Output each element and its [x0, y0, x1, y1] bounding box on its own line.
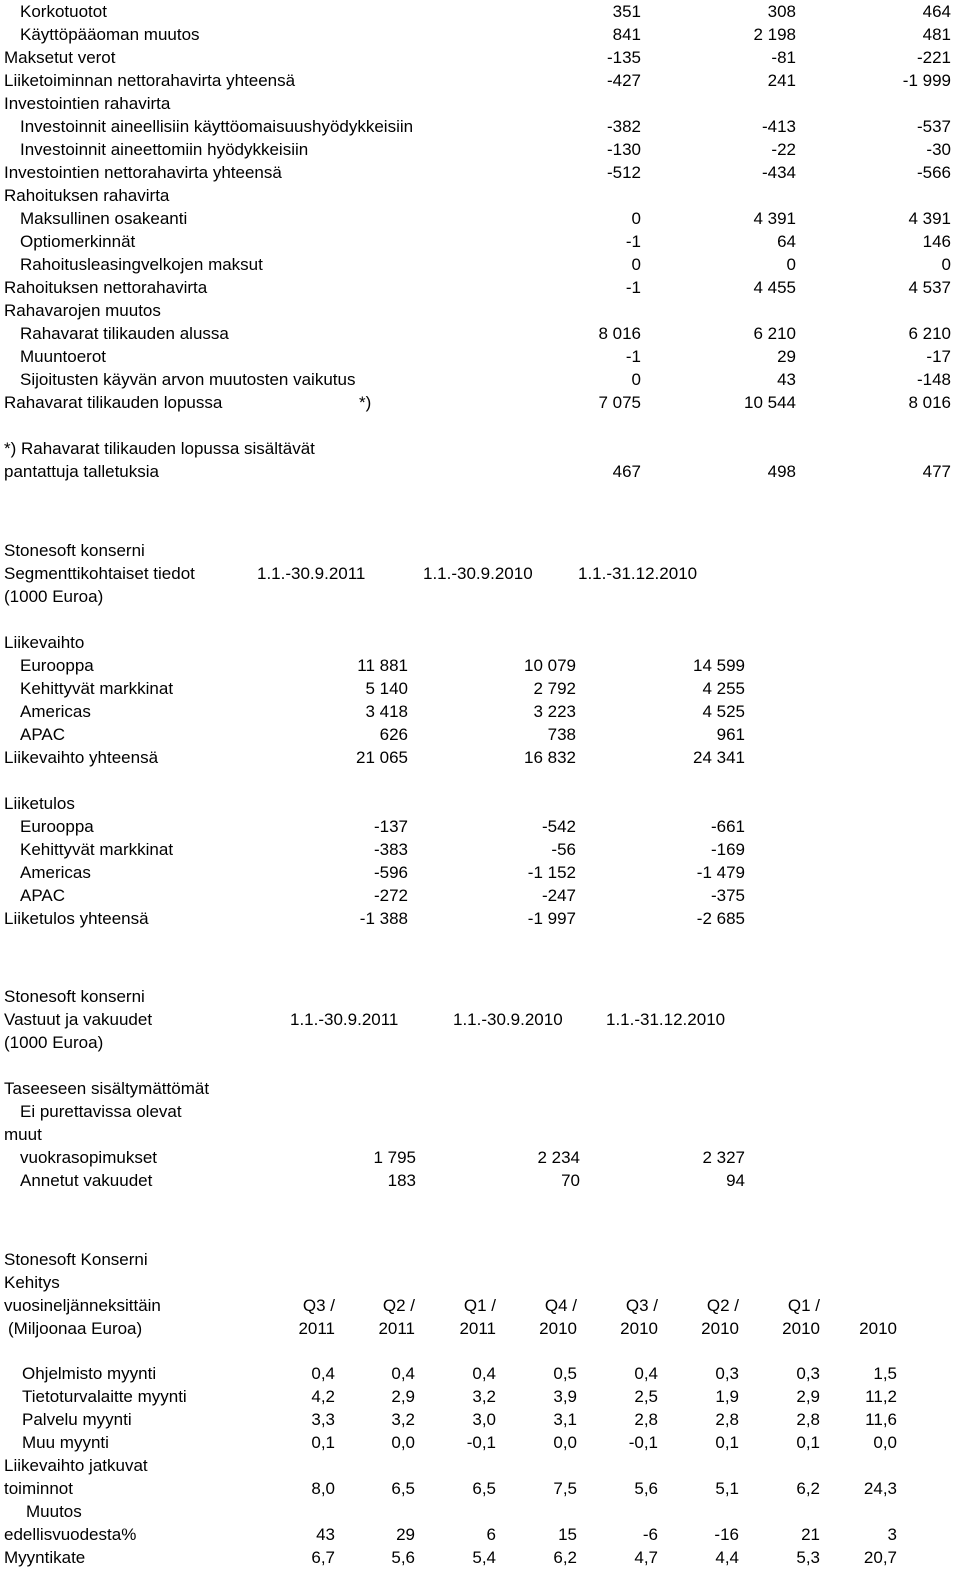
row-value: 14 599 [693, 656, 745, 675]
row-label: Rahavarat tilikauden alussa [20, 324, 229, 343]
footnote-text: *) Rahavarat tilikauden lopussa sisältävät [4, 439, 315, 458]
offbs-header [0, 1077, 960, 1100]
row-label: Liiketulos yhteensä [4, 909, 149, 928]
cashflow-row [0, 161, 960, 184]
row-value: -0,1 [466, 1433, 496, 1452]
row-value: 464 [922, 2, 951, 21]
row-value: 841 [612, 25, 641, 44]
revenue-row [0, 654, 960, 677]
cashflow-row [0, 207, 960, 230]
unit-label: (1000 Euroa) [4, 587, 104, 606]
row-label: Palvelu myynti [22, 1410, 132, 1429]
row-label: Tietoturvalaitte myynti [22, 1387, 187, 1406]
row-label: edellisvuodesta% [4, 1525, 137, 1544]
row-value: -382 [606, 117, 641, 136]
row-value: -1 152 [527, 863, 576, 882]
row-value: 4,2 [311, 1387, 335, 1406]
quarterly-row [0, 1362, 960, 1385]
unit-row [0, 585, 960, 608]
row-value: 0 [631, 255, 641, 274]
row-value: -1 [625, 347, 641, 366]
row-label: Kehittyvät markkinat [20, 840, 174, 859]
row-label: toiminnot [4, 1479, 73, 1498]
row-value: 11 881 [357, 656, 408, 675]
row-label: Muu myynti [22, 1433, 109, 1452]
section-company: Stonesoft konserni [4, 987, 145, 1006]
row-value: 21 [801, 1525, 820, 1544]
row-value: 2 198 [753, 25, 796, 44]
row-label: Rahoituksen rahavirta [4, 186, 170, 205]
row-value: -2 685 [696, 909, 745, 928]
row-value: 0,4 [391, 1364, 415, 1383]
row-label: Sijoitusten käyvän arvon muutosten vaikutus [20, 370, 356, 389]
revenue-row [0, 746, 960, 769]
row-label: muut [4, 1125, 42, 1144]
row-value: 308 [767, 2, 796, 21]
row-value: 2 327 [702, 1148, 745, 1167]
row-value: 11,6 [865, 1410, 897, 1429]
quarter-year-row [0, 1317, 960, 1340]
group-header: Taseeseen sisältymättömät [4, 1079, 210, 1098]
cashflow-row [0, 253, 960, 276]
row-value: 351 [612, 2, 641, 21]
row-value: -130 [606, 140, 641, 159]
row-value: 4 391 [753, 209, 796, 228]
row-value: 498 [767, 462, 796, 481]
cashflow-row [0, 391, 960, 414]
row-value: 8 016 [908, 393, 951, 412]
row-label: Annetut vakuudet [20, 1171, 153, 1190]
result-row [0, 838, 960, 861]
row-value: -1 999 [902, 71, 951, 90]
period-header: 1.1.-30.9.2011 [290, 1010, 399, 1029]
cashflow-row [0, 345, 960, 368]
row-label: Eurooppa [20, 817, 94, 836]
row-value: -1 [625, 232, 641, 251]
row-value: 146 [922, 232, 951, 251]
row-value: 6,5 [472, 1479, 496, 1498]
row-value: -1 [625, 278, 641, 297]
row-value: 241 [767, 71, 796, 90]
row-value: 4 525 [702, 702, 745, 721]
row-value: 2,9 [391, 1387, 415, 1406]
cashflow-row [0, 92, 960, 115]
row-value: 29 [396, 1525, 415, 1544]
row-value: 6,5 [391, 1479, 415, 1498]
cashflow-row [0, 276, 960, 299]
guarantees-row [0, 1169, 960, 1192]
row-value: 0 [631, 370, 641, 389]
row-value: 3,9 [553, 1387, 577, 1406]
row-value: 6 210 [908, 324, 951, 343]
row-value: -1 997 [527, 909, 576, 928]
row-value: 1 795 [373, 1148, 416, 1167]
row-value: 4 391 [908, 209, 951, 228]
company-heading [0, 539, 960, 562]
year-header: 2011 [298, 1319, 335, 1338]
row-value: 2 234 [537, 1148, 580, 1167]
row-value: 0,4 [634, 1364, 658, 1383]
rental-label-line [0, 1123, 960, 1146]
revenue-row [0, 700, 960, 723]
row-label: Rahoituksen nettorahavirta [4, 278, 208, 297]
row-label: pantattuja talletuksia [4, 462, 159, 481]
row-value: 3,0 [472, 1410, 496, 1429]
row-label: Investoinnit aineettomiin hyödykkeisiin [20, 140, 309, 159]
row-value: -135 [606, 48, 641, 67]
row-value: 0,1 [796, 1433, 820, 1452]
row-value: 15 [558, 1525, 577, 1544]
row-label: Muuntoerot [20, 347, 106, 366]
row-value: 738 [547, 725, 576, 744]
row-value: 0,1 [715, 1433, 739, 1452]
row-value: 0,3 [715, 1364, 739, 1383]
row-value: 11,2 [865, 1387, 897, 1406]
row-value: 1,5 [873, 1364, 897, 1383]
row-value: 20,7 [863, 1548, 897, 1567]
row-value: 3,2 [391, 1410, 415, 1429]
row-value: 5,6 [391, 1548, 415, 1567]
continuing-row [0, 1477, 960, 1500]
row-value: 2,9 [796, 1387, 820, 1406]
row-value: 6 [486, 1525, 496, 1544]
row-value: -30 [926, 140, 951, 159]
rental-label-line [0, 1100, 960, 1123]
row-value: -169 [710, 840, 745, 859]
section-title: vuosineljänneksittäin [4, 1296, 161, 1315]
row-label: Kehittyvät markkinat [20, 679, 174, 698]
row-value: -17 [926, 347, 951, 366]
section-title: Kehitys [4, 1273, 60, 1292]
row-label: Americas [20, 863, 91, 882]
row-value: 1,9 [715, 1387, 739, 1406]
section-title: Segmenttikohtaiset tiedot [4, 564, 195, 583]
period-header: 1.1.-30.9.2010 [453, 1010, 563, 1029]
row-label: Eurooppa [20, 656, 94, 675]
row-value: 0,5 [553, 1364, 577, 1383]
gross-margin-row [0, 1546, 960, 1569]
row-value: 10 079 [524, 656, 576, 675]
row-value: -247 [541, 886, 576, 905]
period-header: 1.1.-30.9.2010 [423, 564, 533, 583]
row-value: 43 [777, 370, 796, 389]
row-label: Investointien nettorahavirta yhteensä [4, 163, 282, 182]
row-value: 24 341 [693, 748, 745, 767]
row-value: 3 [887, 1525, 897, 1544]
row-value: 5,3 [796, 1548, 820, 1567]
company-heading [0, 985, 960, 1008]
year-header: 2011 [378, 1319, 415, 1338]
year-header: 2010 [539, 1319, 577, 1338]
year-header: 2011 [459, 1319, 496, 1338]
quarter-header: Q4 / [544, 1296, 577, 1315]
row-value: 4 537 [908, 278, 951, 297]
row-label: Liikevaihto jatkuvat [4, 1456, 148, 1475]
row-value: 467 [612, 462, 641, 481]
row-label: Maksetut verot [4, 48, 116, 67]
row-label: Liikevaihto yhteensä [4, 748, 159, 767]
row-value: 4,4 [715, 1548, 739, 1567]
row-value: 29 [777, 347, 796, 366]
row-label: Rahavarat tilikauden lopussa [4, 393, 223, 412]
row-value: 477 [922, 462, 951, 481]
row-value: -137 [373, 817, 408, 836]
year-header: 2010 [859, 1319, 897, 1338]
quarter-header: Q2 / [382, 1296, 415, 1315]
row-value: 6,2 [796, 1479, 820, 1498]
row-value: 0,0 [391, 1433, 415, 1452]
revenue-row [0, 723, 960, 746]
row-value: 0,4 [472, 1364, 496, 1383]
quarter-header-row [0, 1294, 960, 1317]
row-value: 94 [726, 1171, 745, 1190]
row-value: 2,8 [715, 1410, 739, 1429]
pledged-deposits-row [0, 460, 960, 483]
row-value: 21 065 [356, 748, 408, 767]
year-header: 2010 [701, 1319, 739, 1338]
change-row [0, 1523, 960, 1546]
row-value: 2,5 [634, 1387, 658, 1406]
row-label: Liiketoiminnan nettorahavirta yhteensä [4, 71, 296, 90]
row-value: 626 [379, 725, 408, 744]
row-value: 8 016 [598, 324, 641, 343]
row-value: 16 832 [524, 748, 576, 767]
row-value: 6 210 [753, 324, 796, 343]
row-value: -1 388 [359, 909, 408, 928]
row-value: -661 [710, 817, 745, 836]
row-value: 3,2 [472, 1387, 496, 1406]
cashflow-row [0, 322, 960, 345]
quarter-header: Q2 / [706, 1296, 739, 1315]
row-value: -434 [761, 163, 796, 182]
quarterly-row [0, 1408, 960, 1431]
row-label: Maksullinen osakeanti [20, 209, 188, 228]
cashflow-row [0, 138, 960, 161]
row-value: 24,3 [863, 1479, 897, 1498]
row-value: 5 140 [365, 679, 408, 698]
row-value: 5,4 [472, 1548, 496, 1567]
row-value: 4,7 [634, 1548, 658, 1567]
revenue-header [0, 631, 960, 654]
footnote-line [0, 437, 960, 460]
row-label: Muutos [26, 1502, 82, 1521]
row-value: 0,0 [873, 1433, 897, 1452]
cashflow-row [0, 69, 960, 92]
row-value: 6,2 [553, 1548, 577, 1567]
year-header: 2010 [620, 1319, 658, 1338]
row-value: -537 [916, 117, 951, 136]
row-value: -596 [373, 863, 408, 882]
quarter-header: Q1 / [787, 1296, 820, 1315]
row-label: Myyntikate [4, 1548, 86, 1567]
section-company: Stonesoft Konserni [4, 1250, 148, 1269]
row-value: -81 [771, 48, 796, 67]
row-value: 3,3 [311, 1410, 335, 1429]
cashflow-row [0, 46, 960, 69]
row-value: 0,0 [553, 1433, 577, 1452]
cashflow-row [0, 230, 960, 253]
row-label: Investointien rahavirta [4, 94, 171, 113]
quarterly-title-line [0, 1271, 960, 1294]
cashflow-row [0, 23, 960, 46]
cashflow-row [0, 184, 960, 207]
result-row [0, 815, 960, 838]
row-value: 3 418 [365, 702, 408, 721]
quarter-header: Q1 / [463, 1296, 496, 1315]
commitments-header-row [0, 1008, 960, 1031]
result-row [0, 861, 960, 884]
row-value: 2 792 [533, 679, 576, 698]
unit-row [0, 1031, 960, 1054]
row-value: -512 [606, 163, 641, 182]
row-value: -221 [916, 48, 951, 67]
period-header: 1.1.-30.9.2011 [257, 564, 366, 583]
cashflow-row [0, 115, 960, 138]
row-value: 5,6 [634, 1479, 658, 1498]
row-value: 3 223 [533, 702, 576, 721]
continuing-label-line [0, 1454, 960, 1477]
section-company: Stonesoft konserni [4, 541, 145, 560]
row-label: Americas [20, 702, 91, 721]
row-value: 0,1 [311, 1433, 335, 1452]
row-value: 0 [786, 255, 796, 274]
section-title: Vastuut ja vakuudet [4, 1010, 153, 1029]
footnote-mark: *) [359, 393, 372, 412]
quarter-header: Q3 / [625, 1296, 658, 1315]
row-value: -413 [761, 117, 796, 136]
row-value: 4 255 [702, 679, 745, 698]
row-value: -6 [642, 1525, 658, 1544]
row-label: APAC [20, 886, 66, 905]
group-header: Liikevaihto [4, 633, 85, 652]
row-value: 6,7 [311, 1548, 335, 1567]
row-value: -375 [710, 886, 745, 905]
row-label: vuokrasopimukset [20, 1148, 158, 1167]
quarter-header: Q3 / [302, 1296, 335, 1315]
change-label-line [0, 1500, 960, 1523]
row-label: Ei purettavissa olevat [20, 1102, 182, 1121]
row-value: 0,3 [796, 1364, 820, 1383]
row-value: 0 [941, 255, 951, 274]
row-value: 64 [777, 232, 796, 251]
row-value: 43 [316, 1525, 335, 1544]
row-value: -56 [551, 840, 576, 859]
row-value: -22 [771, 140, 796, 159]
row-value: 8,0 [311, 1479, 335, 1498]
row-value: 0,4 [311, 1364, 335, 1383]
row-value: -566 [916, 163, 951, 182]
company-heading [0, 1248, 960, 1271]
row-label: Rahavarojen muutos [4, 301, 161, 320]
row-label: APAC [20, 725, 66, 744]
row-value: -542 [541, 817, 576, 836]
row-value: 0 [631, 209, 641, 228]
row-value: 5,1 [715, 1479, 739, 1498]
row-label: Rahoitusleasingvelkojen maksut [20, 255, 263, 274]
row-value: 4 455 [753, 278, 796, 297]
revenue-row [0, 677, 960, 700]
cashflow-row [0, 368, 960, 391]
row-value: -272 [373, 886, 408, 905]
row-value: -148 [916, 370, 951, 389]
cashflow-row [0, 0, 960, 23]
quarterly-row [0, 1431, 960, 1454]
row-value: 7,5 [553, 1479, 577, 1498]
result-row [0, 884, 960, 907]
row-value: -427 [606, 71, 641, 90]
year-header: 2010 [782, 1319, 820, 1338]
row-value: 70 [561, 1171, 580, 1190]
row-label: Ohjelmisto myynti [22, 1364, 157, 1383]
row-label: Investoinnit aineellisiin käyttöomaisuushyödykkeisiin [20, 117, 414, 136]
rental-row [0, 1146, 960, 1169]
row-value: 2,8 [796, 1410, 820, 1429]
result-row [0, 907, 960, 930]
period-header: 1.1.-31.12.2010 [578, 564, 698, 583]
row-value: 3,1 [553, 1410, 577, 1429]
row-value: 481 [922, 25, 951, 44]
row-value: -383 [373, 840, 408, 859]
period-header: 1.1.-31.12.2010 [606, 1010, 726, 1029]
row-value: -16 [714, 1525, 739, 1544]
row-value: -1 479 [696, 863, 745, 882]
row-label: Optiomerkinnät [20, 232, 136, 251]
row-value: 7 075 [598, 393, 641, 412]
quarterly-row [0, 1385, 960, 1408]
row-value: 183 [387, 1171, 416, 1190]
segment-header-row [0, 562, 960, 585]
group-header: Liiketulos [4, 794, 75, 813]
result-header [0, 792, 960, 815]
row-value: 961 [716, 725, 745, 744]
row-label: Korkotuotot [20, 2, 107, 21]
unit-label: (Miljoonaa Euroa) [8, 1319, 143, 1338]
row-value: 10 544 [744, 393, 796, 412]
cashflow-row [0, 299, 960, 322]
unit-label: (1000 Euroa) [4, 1033, 104, 1052]
row-label: Käyttöpääoman muutos [20, 25, 200, 44]
row-value: 2,8 [634, 1410, 658, 1429]
row-value: -0,1 [628, 1433, 658, 1452]
